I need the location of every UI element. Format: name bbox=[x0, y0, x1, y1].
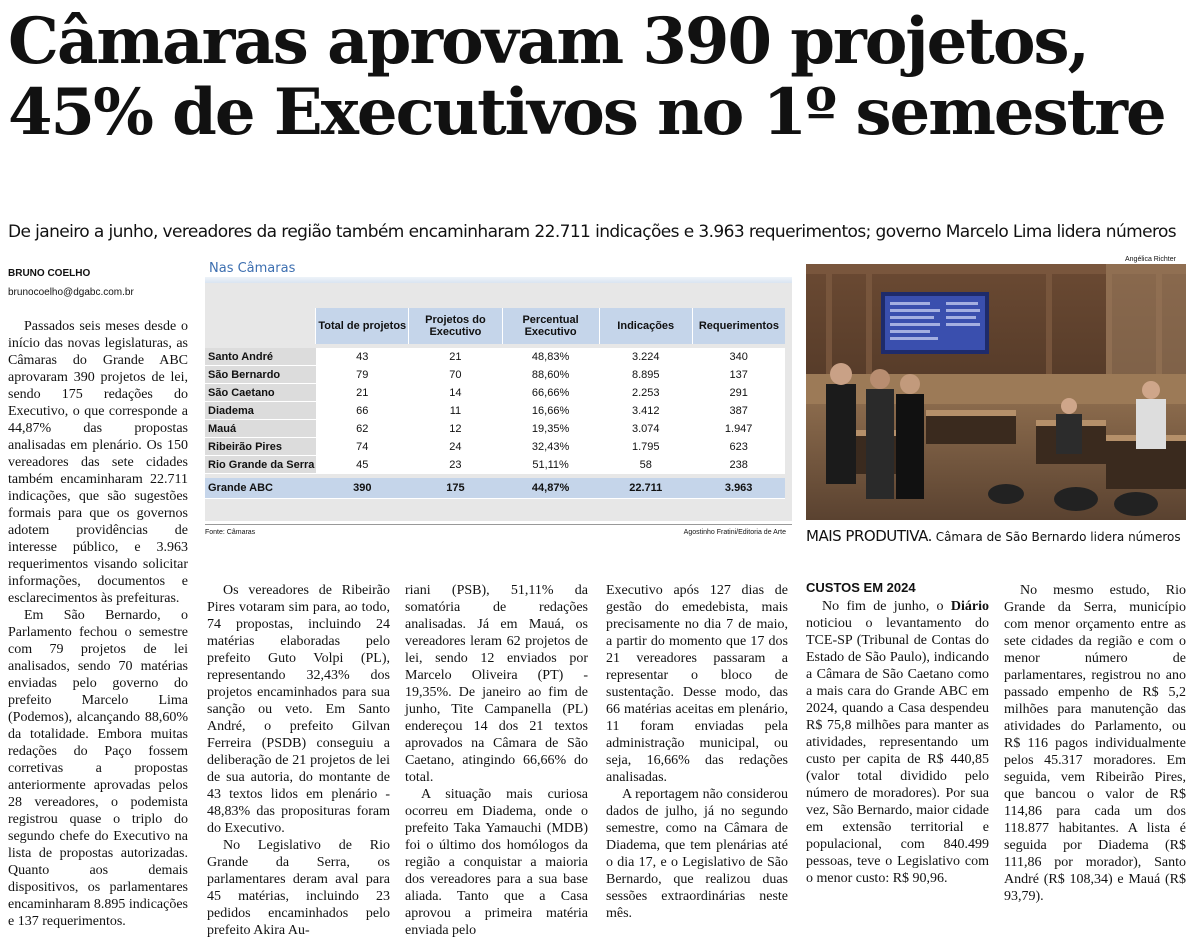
table-cell: 2.253 bbox=[599, 384, 692, 402]
table-cell: 340 bbox=[692, 348, 785, 366]
table-cell: 74 bbox=[316, 438, 409, 456]
table-cell: 3.224 bbox=[599, 348, 692, 366]
paragraph: No Legislativo de Rio Grande da Serra, os parlamentares deram aval para 45 matérias, incluindo 23 pedidos encaminhados pelo prefeito Akira Au- bbox=[207, 838, 390, 938]
caption-heading: MAIS PRODUTIVA. bbox=[806, 527, 932, 545]
table-cell: 3.963 bbox=[692, 478, 785, 499]
subheadline: De janeiro a junho, vereadores da região também encaminharam 22.711 indicações e 3.963 requerimentos; governo Marcelo Lima lidera números bbox=[8, 222, 1177, 242]
newspaper-name: Diário bbox=[950, 599, 989, 614]
paragraph: A situação mais curiosa ocorreu em Diadema, onde o prefeito Taka Yamauchi (MDB) foi o último dos homólogos da região a conquistar a maioria dos vereadores para a sua base aliada. Tanto que a Casa aprovou a primeira matéria enviada pelo bbox=[405, 787, 588, 938]
table-cell: 32,43% bbox=[502, 438, 599, 456]
table-cell: 11 bbox=[409, 402, 502, 420]
table-cell: 62 bbox=[316, 420, 409, 438]
section-heading-custos: CUSTOS EM 2024 bbox=[806, 580, 916, 595]
table-row bbox=[205, 456, 785, 474]
caption-text: Câmara de São Bernardo lidera números bbox=[931, 530, 1181, 544]
paragraph: Passados seis meses desde o início das novas legislaturas, as Câmaras do Grande ABC aprovaram 390 projetos de lei, sendo 175 redações do Executivo, o que corresponde a 44,87% das propostas analisadas em plenário. Os 150 vereadores das sete cidades também encaminharam 22.711 indicações, que são sugestões formais para que os governos adotem providências de interesse público, e 3.963 requerimentos visando solicitar informações, documentos e esclarecimentos às prefeituras. bbox=[8, 319, 188, 606]
table-city-cell: Grande ABC bbox=[205, 478, 316, 499]
table-header-cell: Requerimentos bbox=[692, 308, 785, 344]
table-cell: 44,87% bbox=[502, 478, 599, 499]
article-column-2 bbox=[207, 582, 390, 939]
table-cell: 66 bbox=[316, 402, 409, 420]
table-cell: 3.074 bbox=[599, 420, 692, 438]
table-cell: 22.711 bbox=[599, 478, 692, 499]
table-row bbox=[205, 438, 785, 456]
photo-caption bbox=[806, 527, 1186, 545]
table-cell: 24 bbox=[409, 438, 502, 456]
data-table bbox=[205, 308, 785, 499]
paragraph: A reportagem não considerou dados de julho, já no segundo semestre, como na Câmara de Diadema, que tem plenárias até o dia 17, e o Legislativo de São Bernardo, que realizou duas sessões extraordinárias neste mês. bbox=[606, 787, 788, 921]
article-column-5 bbox=[806, 579, 989, 887]
table-header-blank bbox=[205, 308, 316, 344]
table-cell: 19,35% bbox=[502, 420, 599, 438]
infobox-source: Fonte: Câmaras bbox=[205, 529, 256, 536]
table-city-cell: São Caetano bbox=[205, 384, 316, 402]
table-cell: 1.795 bbox=[599, 438, 692, 456]
table-city-cell: Rio Grande da Serra bbox=[205, 456, 316, 474]
paragraph: No mesmo estudo, Rio Grande da Serra, município com menor orçamento entre as sete cidades da região e com o menor número de parlamentares, registrou no ano passado empenho de R$ 5,2 milhões para manutenção das atividades do Parlamento, ou R$ 116 pagos individualmente pelos 45.317 moradores. Em seguida, vem Ribeirão Pires, que bancou o valor de R$ 114,86 para cada um dos 118.877 habitantes. A lista é seguida por Diadema (R$ 111,86 por morador), Santo André (R$ 108,34) e Mauá (R$ 93,79). bbox=[1004, 583, 1186, 904]
table-row bbox=[205, 420, 785, 438]
infobox-title: Nas Câmaras bbox=[209, 261, 296, 276]
table-cell: 137 bbox=[692, 366, 785, 384]
article-column-3 bbox=[405, 582, 588, 939]
table-cell: 291 bbox=[692, 384, 785, 402]
byline-email: brunocoelho@dgabc.com.br bbox=[8, 287, 134, 298]
table-cell: 45 bbox=[316, 456, 409, 474]
article-column-4 bbox=[606, 582, 788, 922]
paragraph-text: noticiou o levantamento do TCE-SP (Tribunal de Contas do Estado de São Paulo), indicando a Câmara de São Caetano como a mais cara do Grande ABC em 2024, quando a Casa despendeu R$ 75,8 milhões para manter as atividades, representando um custo per capita de R$ 440,85 (valor total dividido pelo número de moradores). Por sua vez, São Bernardo, maior cidade em extensão territorial e populacional, com 840.499 pessoas, teve o Legislativo com o menor custo: R$ 90,96. bbox=[806, 616, 989, 886]
paragraph: Em São Bernardo, o Parlamento fechou o semestre com 79 projetos de lei analisados, sendo 70 matérias enviadas pelo governo do prefeito Marcelo Lima (Podemos), alcançando 88,60% da totalidade. Embora muitas redações do Paço fossem corretivas a propostas anteriormente aprovadas pelos 28 vereadores, o podemista registrou quase o triplo do segundo chefe do Executivo na lista de propostas autorizadas. Quanto aos demais dispositivos, os parlamentares encaminharam 8.895 indicações e 137 requerimentos. bbox=[8, 608, 188, 929]
table-city-cell: Ribeirão Pires bbox=[205, 438, 316, 456]
paragraph: Os vereadores de Ribeirão Pires votaram sim para, ao todo, 74 propostas, incluindo 24 matérias elaboradas pelo prefeito Guto Volpi (PL), representando 32,43% dos projetos encaminhados para sua sanção ou veto. Em Santo André, o prefeito Gilvan Ferreira (PSDB) conseguiu a deliberação de 21 projetos de lei de sua autoria, do montante de 43 textos lidos em plenário - 48,83% das proposituras foram do Executivo. bbox=[207, 583, 390, 836]
table-cell: 21 bbox=[316, 384, 409, 402]
table-row bbox=[205, 384, 785, 402]
table-header-cell: Total de projetos bbox=[316, 308, 409, 344]
paragraph bbox=[806, 598, 989, 887]
table-cell: 43 bbox=[316, 348, 409, 366]
table-header-cell: Indicações bbox=[599, 308, 692, 344]
infobox-nas-camaras bbox=[205, 260, 792, 538]
council-chamber-image bbox=[806, 264, 1186, 520]
table-cell: 51,11% bbox=[502, 456, 599, 474]
table-cell: 70 bbox=[409, 366, 502, 384]
table-city-cell: Mauá bbox=[205, 420, 316, 438]
table-cell: 88,60% bbox=[502, 366, 599, 384]
table-cell: 175 bbox=[409, 478, 502, 499]
paragraph: riani (PSB), 51,11% da somatória de redações analisadas. Já em Mauá, os vereadores leram 62 projetos de lei, sendo 12 enviados por Marcelo Oliveira (PT) - 19,35%. De janeiro ao fim de junho, Tite Campanella (PL) endereçou 14 dos 21 textos aprovados na Câmara de São Caetano, atingindo 66,66% do total. bbox=[405, 583, 588, 785]
article-column-6 bbox=[1004, 582, 1186, 905]
table-header-cell: Projetos do Executivo bbox=[409, 308, 502, 344]
table-row bbox=[205, 348, 785, 366]
council-chamber-photo bbox=[806, 264, 1186, 520]
table-cell: 79 bbox=[316, 366, 409, 384]
table-cell: 1.947 bbox=[692, 420, 785, 438]
table-city-cell: Diadema bbox=[205, 402, 316, 420]
table-cell: 14 bbox=[409, 384, 502, 402]
table-cell: 21 bbox=[409, 348, 502, 366]
table-city-cell: São Bernardo bbox=[205, 366, 316, 384]
table-cell: 66,66% bbox=[502, 384, 599, 402]
table-cell: 48,83% bbox=[502, 348, 599, 366]
table-cell: 23 bbox=[409, 456, 502, 474]
article-column-1 bbox=[8, 318, 188, 930]
paragraph: Executivo após 127 dias de gestão do emedebista, mais precisamente no dia 7 de maio, a partir do momento que 17 dos 21 vereadores passaram a representar o bloco de sustentação. Desse modo, das 66 matérias aceitas em plenário, 11 foram enviadas pela administração municipal, ou seja, 16,66% das redações analisadas. bbox=[606, 583, 788, 785]
table-cell: 12 bbox=[409, 420, 502, 438]
infobox-rule bbox=[205, 524, 792, 525]
table-city-cell: Santo André bbox=[205, 348, 316, 366]
table-cell: 16,66% bbox=[502, 402, 599, 420]
headline-line-2: 45% de Executivos no 1º semestre bbox=[8, 75, 1165, 150]
table-cell: 623 bbox=[692, 438, 785, 456]
table-cell: 3.412 bbox=[599, 402, 692, 420]
table-row bbox=[205, 402, 785, 420]
table-cell: 387 bbox=[692, 402, 785, 420]
infobox-credit: Agostinho Fratini/Editoria de Arte bbox=[683, 529, 786, 536]
table-header-row bbox=[205, 308, 785, 344]
table-cell: 58 bbox=[599, 456, 692, 474]
table-cell: 8.895 bbox=[599, 366, 692, 384]
photo-credit: Angélica Richter bbox=[1125, 256, 1176, 263]
table-cell: 238 bbox=[692, 456, 785, 474]
table-cell: 390 bbox=[316, 478, 409, 499]
table-row bbox=[205, 366, 785, 384]
headline bbox=[8, 6, 1183, 148]
headline-line-1: Câmaras aprovam 390 projetos, bbox=[8, 4, 1088, 79]
table-total-row bbox=[205, 478, 785, 499]
table-header-cell: Percentual Executivo bbox=[502, 308, 599, 344]
paragraph-text: No fim de junho, o bbox=[822, 599, 951, 614]
byline-author: BRUNO COELHO bbox=[8, 268, 91, 279]
